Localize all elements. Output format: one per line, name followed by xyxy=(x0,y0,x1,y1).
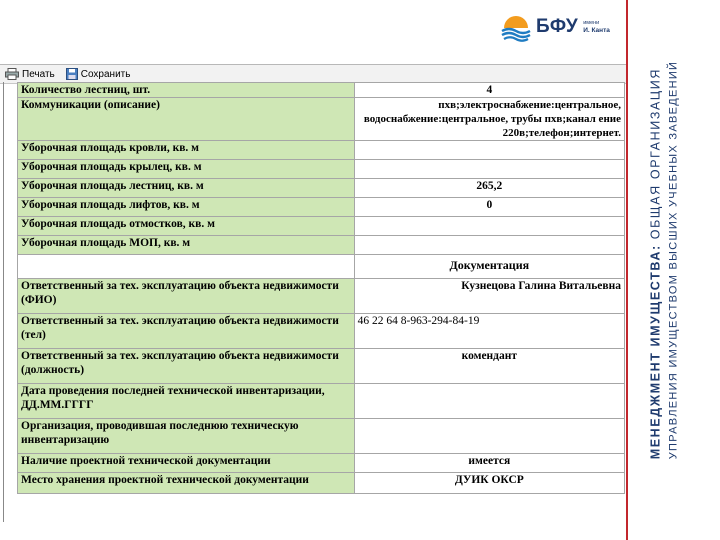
doc-row xyxy=(18,314,625,349)
row-value[interactable] xyxy=(354,236,624,255)
doc-row-value[interactable] xyxy=(354,384,624,419)
doc-row-value[interactable]: Кузнецова Галина Витальевна xyxy=(354,279,624,314)
doc-header: Документация xyxy=(354,255,624,279)
row-label: Уборочная площадь отмостков, кв. м xyxy=(18,217,355,236)
doc-row-value[interactable] xyxy=(354,419,624,454)
side-title xyxy=(632,0,696,520)
table-row xyxy=(18,217,625,236)
print-button[interactable] xyxy=(5,68,55,80)
row-label: Уборочная площадь лестниц, кв. м xyxy=(18,179,355,198)
row-label: Количество лестниц, шт. xyxy=(18,83,355,98)
university-logo xyxy=(500,10,610,44)
sheet-border xyxy=(3,82,4,522)
row-label: Уборочная площадь МОП, кв. м xyxy=(18,236,355,255)
row-label: Коммуникации (описание) xyxy=(18,98,355,141)
row-value[interactable]: 265,2 xyxy=(354,179,624,198)
row-value[interactable] xyxy=(354,141,624,160)
doc-row-value[interactable]: ДУИК ОКСР xyxy=(354,473,624,494)
save-button[interactable] xyxy=(66,68,131,80)
doc-row xyxy=(18,349,625,384)
table-row xyxy=(18,98,625,141)
table-row xyxy=(18,160,625,179)
doc-row xyxy=(18,454,625,473)
side-title-line2: УПРАВЛЕНИЯ ИМУЩЕСТВОМ ВЫСШИХ УЧЕБНЫХ ЗАВЕДЕНИЙ xyxy=(667,60,680,460)
table-row xyxy=(18,141,625,160)
doc-row xyxy=(18,473,625,494)
printer-icon xyxy=(5,68,19,80)
row-label: Уборочная площадь крылец, кв. м xyxy=(18,160,355,179)
doc-row-label: Место хранения проектной технической документации xyxy=(18,473,355,494)
doc-header-row xyxy=(18,255,625,279)
row-value[interactable]: 4 xyxy=(354,83,624,98)
doc-row-value[interactable]: имеется xyxy=(354,454,624,473)
doc-row-value[interactable]: комендант xyxy=(354,349,624,384)
table-row xyxy=(18,83,625,98)
save-icon xyxy=(66,68,78,80)
wave-emblem-icon xyxy=(500,12,532,42)
row-value[interactable] xyxy=(354,217,624,236)
doc-row xyxy=(18,384,625,419)
logo-sub-2: И. Канта xyxy=(583,27,610,34)
table-row xyxy=(18,198,625,217)
save-label: Сохранить xyxy=(80,68,131,80)
property-sheet xyxy=(17,82,625,494)
side-title-bold: МЕНЕДЖМЕНТ ИМУЩЕСТВА: xyxy=(648,244,663,460)
row-value[interactable] xyxy=(354,160,624,179)
doc-row-label: Ответственный за тех. эксплуатацию объекта недвижимости (тел) xyxy=(18,314,355,349)
logo-sub-1: имени xyxy=(583,20,600,26)
logo-name: БФУ xyxy=(536,16,579,37)
property-table xyxy=(17,82,625,494)
doc-row xyxy=(18,419,625,454)
row-value[interactable]: 0 xyxy=(354,198,624,217)
toolbar xyxy=(0,64,626,84)
doc-row-label: Наличие проектной технической документации xyxy=(18,454,355,473)
row-label: Уборочная площадь лифтов, кв. м xyxy=(18,198,355,217)
table-row xyxy=(18,236,625,255)
doc-row-label: Организация, проводившая последнюю техническую инвентаризацию xyxy=(18,419,355,454)
print-label: Печать xyxy=(22,68,55,80)
doc-row-label: Ответственный за тех. эксплуатацию объекта недвижимости (должность) xyxy=(18,349,355,384)
row-label: Уборочная площадь кровли, кв. м xyxy=(18,141,355,160)
doc-row xyxy=(18,279,625,314)
side-title-light: ОБЩАЯ ОРГАНИЗАЦИЯ xyxy=(648,68,663,245)
accent-divider xyxy=(626,0,628,540)
table-row xyxy=(18,179,625,198)
row-value[interactable]: пхв;электроснабжение:центральное, водоснабжение:центральное, трубы пхв;канал ение 220в;телефон;интернет. xyxy=(354,98,624,141)
doc-row-label: Ответственный за тех. эксплуатацию объекта недвижимости (ФИО) xyxy=(18,279,355,314)
doc-row-value[interactable]: 46 22 64 8-963-294-84-19 xyxy=(354,314,624,349)
doc-row-label: Дата проведения последней технической инвентаризации, ДД.ММ.ГГГГ xyxy=(18,384,355,419)
